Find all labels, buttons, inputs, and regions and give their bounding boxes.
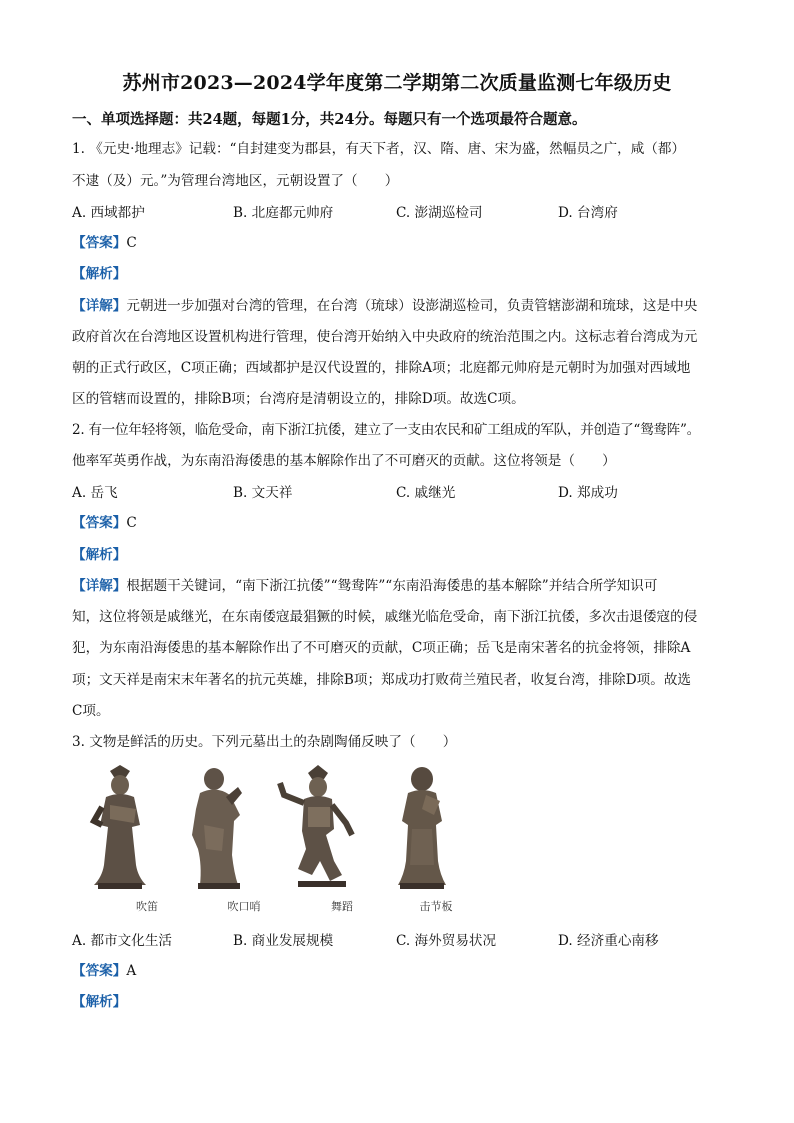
q3-answer-label: 【答案】	[72, 963, 127, 979]
q2-detail-label: 【详解】	[72, 578, 127, 594]
q2-stem-line2: 他率军英勇作战，为东南沿海倭患的基本解除作出了不可磨灭的贡献。这位将领是（ ）	[72, 453, 616, 469]
q2-detail-text1: 根据题干关键词，“南下浙江抗倭”“鸳鸯阵”“东南沿海倭患的基本解除”并结合所学知识可	[126, 578, 658, 594]
q2-answer-label: 【答案】	[72, 515, 127, 531]
q2-option-c: C. 戚继光	[396, 485, 456, 501]
q2-detail-line3: 犯，为东南沿海倭患的基本解除作出了不可磨灭的贡献，C项正确；岳飞是南宋著名的抗金将领，排除A	[72, 640, 691, 656]
figurine-dance-image	[276, 765, 356, 893]
q1-detail-line2: 政府首次在台湾地区设置机构进行管理，使台湾开始纳入中央政府的统治范围之内。这标志着台湾成为元	[72, 329, 698, 345]
q3-analysis-label: 【解析】	[72, 994, 127, 1010]
q1-detail-line4: 区的管辖而设置的，排除B项；台湾府是清朝设立的，排除D项。故选C项。	[72, 391, 525, 407]
figurine-whistle-image	[178, 765, 258, 893]
q2-option-a: A. 岳飞	[72, 485, 118, 501]
q2-option-b: B. 文天祥	[233, 485, 293, 501]
q2-detail-line1	[72, 576, 657, 596]
q2-answer-value: C	[126, 515, 137, 531]
q3-answer-value: A	[126, 963, 137, 979]
q1-detail-label: 【详解】	[72, 298, 127, 314]
page-title: 苏州市2023—2024学年度第二学期第二次质量监测七年级历史	[122, 72, 672, 94]
q2-option-d: D. 郑成功	[558, 485, 618, 501]
q1-answer	[72, 233, 137, 253]
figurine-caption-4: 击节板	[419, 900, 453, 913]
q1-detail-text1: 元朝进一步加强对台湾的管理，在台湾（琉球）设澎湖巡检司，负责管辖澎湖和琉球，这是中央	[126, 298, 698, 314]
q1-answer-label: 【答案】	[72, 235, 127, 251]
q1-option-d: D. 台湾府	[558, 205, 618, 221]
q1-option-b: B. 北庭都元帅府	[233, 205, 334, 221]
figurine-caption-2: 吹口哨	[227, 900, 261, 913]
q3-option-b: B. 商业发展规模	[233, 933, 334, 949]
figurine-caption-1: 吹笛	[136, 900, 158, 913]
q1-stem-line2: 不逮（及）元。”为管理台湾地区，元朝设置了（ ）	[72, 173, 399, 189]
q1-detail-line3: 朝的正式行政区，C项正确；西域都护是汉代设置的，排除A项；北庭都元帅府是元朝时为加强对西域地	[72, 360, 691, 376]
q2-detail-line5: C项。	[72, 703, 110, 719]
section-heading: 一、单项选择题：共24题，每题1分，共24分。每题只有一个选项最符合题意。	[72, 111, 587, 128]
q1-option-a: A. 西域都护	[72, 205, 145, 221]
q2-answer	[72, 513, 137, 533]
q2-stem-line1: 2. 有一位年轻将领，临危受命，南下浙江抗倭，建立了一支由农民和矿工组成的军队，并创造了“鸳鸯阵”。	[72, 422, 700, 438]
q2-detail-line2: 知，这位将领是戚继光，在东南倭寇最猖獗的时候，戚继光临危受命，南下浙江抗倭，多次击退倭寇的侵	[72, 609, 698, 625]
q3-answer	[72, 961, 136, 981]
q1-answer-value: C	[126, 235, 137, 251]
q1-analysis-label: 【解析】	[72, 266, 127, 282]
q3-option-d: D. 经济重心南移	[558, 933, 659, 949]
figurine-caption-3: 舞蹈	[331, 900, 353, 913]
q3-option-c: C. 海外贸易状况	[396, 933, 497, 949]
q1-option-c: C. 澎湖巡检司	[396, 205, 483, 221]
figurine-clapper-image	[382, 765, 462, 893]
figurine-flute-image	[80, 765, 160, 893]
q3-stem: 3. 文物是鲜活的历史。下列元墓出土的杂剧陶俑反映了（ ）	[72, 734, 457, 750]
q2-analysis-label: 【解析】	[72, 547, 127, 563]
q1-detail-line1	[72, 296, 697, 316]
q2-detail-line4: 项；文天祥是南宋末年著名的抗元英雄，排除B项；郑成功打败荷兰殖民者，收复台湾，排除D项。故选	[72, 672, 692, 688]
q1-stem-line1: 1. 《元史·地理志》记载：“自封建变为郡县，有天下者，汉、隋、唐、宋为盛，然幅员之广，咸（都）	[72, 141, 686, 157]
q3-option-a: A. 都市文化生活	[72, 933, 173, 949]
